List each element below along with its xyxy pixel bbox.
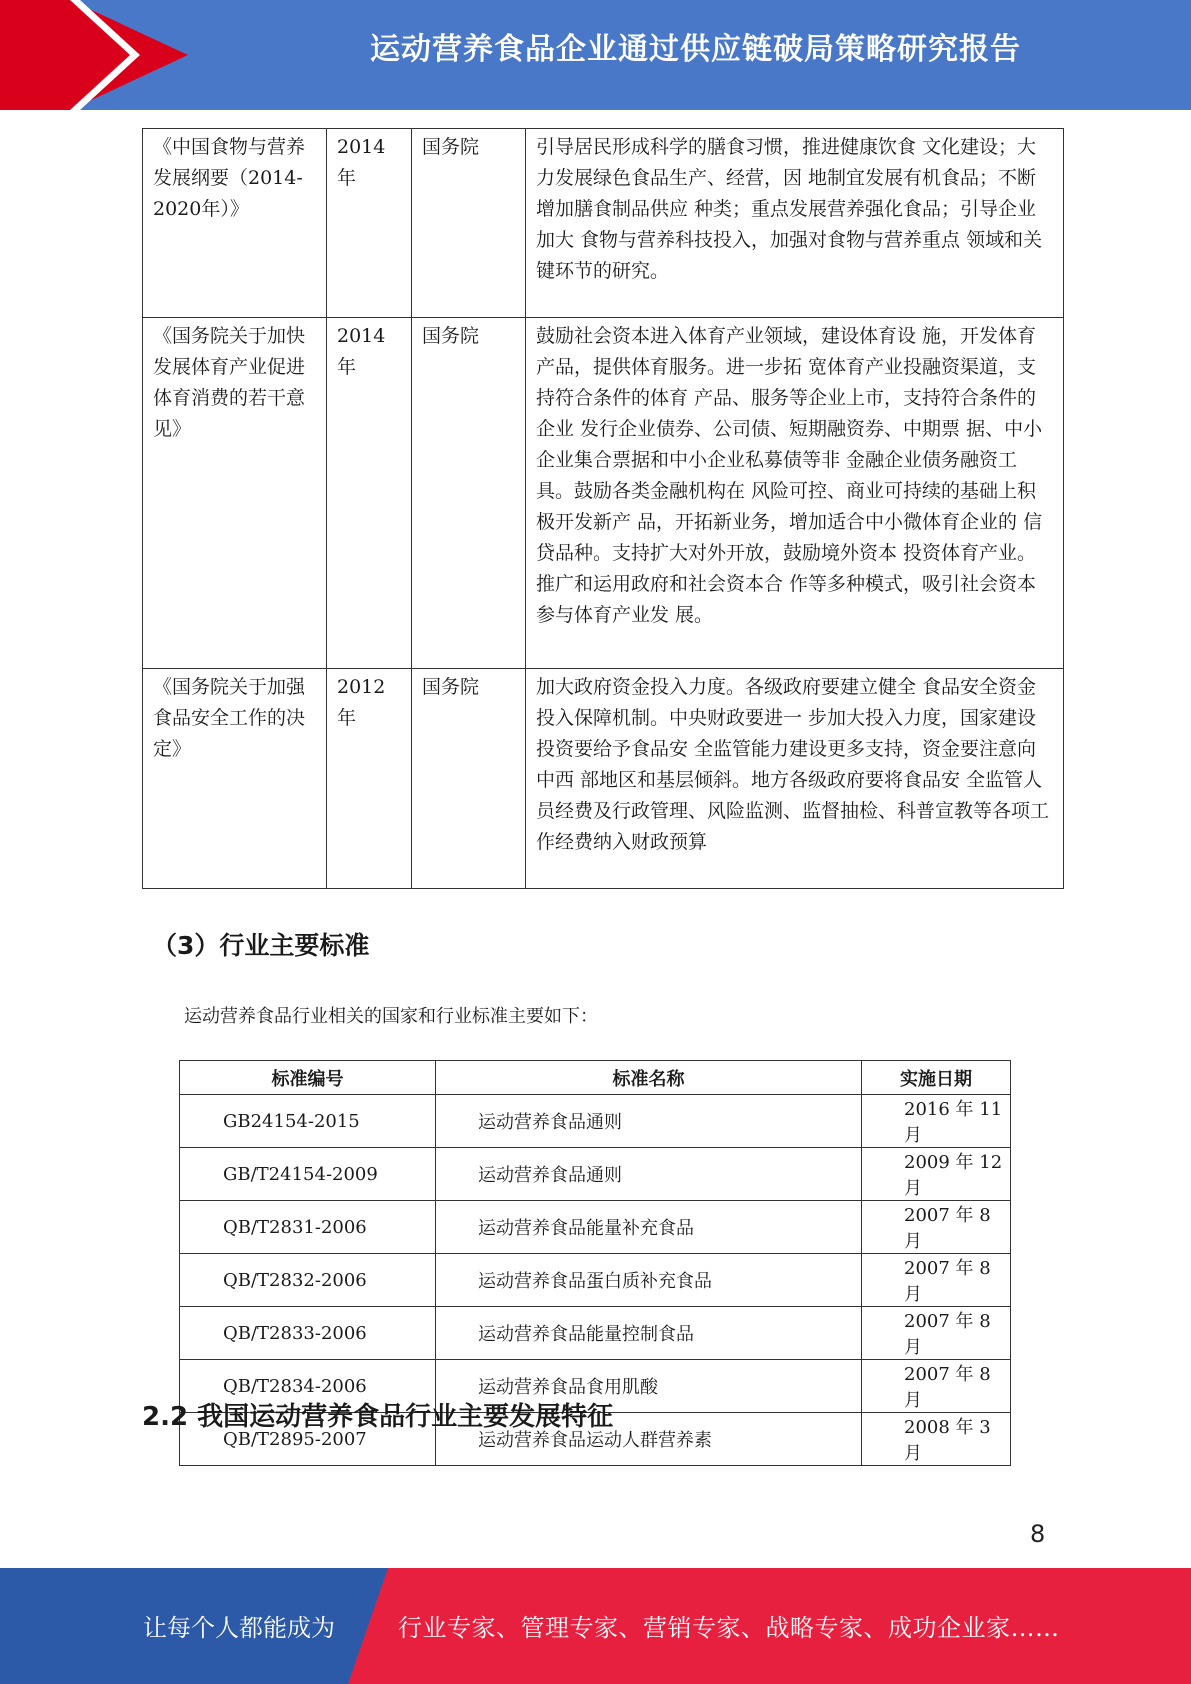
standard-date: 2007 年 8 月: [862, 1360, 1011, 1413]
footer-slogan-left: 让每个人都能成为: [143, 1614, 335, 1642]
standard-name: 运动营养食品能量控制食品: [436, 1307, 862, 1360]
table-row: [180, 1148, 1011, 1201]
standard-date: 2007 年 8 月: [862, 1307, 1011, 1360]
standard-code: QB/T2895-2007: [180, 1413, 436, 1466]
policy-issuer: 国务院: [412, 318, 526, 669]
standard-date: 2007 年 8 月: [862, 1201, 1011, 1254]
report-title: 运动营养食品企业通过供应链破局策略研究报告: [370, 32, 1021, 67]
standard-code: QB/T2834-2006: [180, 1360, 436, 1413]
policy-year: 2012年: [327, 669, 412, 889]
standard-date: 2008 年 3 月: [862, 1413, 1011, 1466]
column-header-name: 标准名称: [436, 1061, 862, 1095]
standard-name: 运动营养食品通则: [436, 1095, 862, 1148]
standard-name: 运动营养食品通则: [436, 1148, 862, 1201]
standard-name: 运动营养食品蛋白质补充食品: [436, 1254, 862, 1307]
footer-blue-slant: [348, 1568, 388, 1684]
page-footer: [0, 1568, 1191, 1684]
policy-table: [142, 128, 1064, 889]
policy-content: 鼓励社会资本进入体育产业领域，建设体育设 施，开发体育产品，提供体育服务。进一步拓 宽体育产业投融资渠道，支持符合条件的体育 产品、服务等企业上市，支持符合条件的企业 发行企业债券、公司债、短期融资券、中期票 据、中小企业集合票据和中小企业私募债等非 金融企业债务融资工具。鼓励各类金融机构在 风险可控、商业可持续的基础上积极开发新产 品，开拓新业务，增加适合中小微体育企业的 信贷品种。支持扩大对外开放，鼓励境外资本 投资体育产业。推广和运用政府和社会资本合 作等多种模式，吸引社会资本参与体育产业发 展。: [526, 318, 1064, 669]
table-row: [180, 1254, 1011, 1307]
table-row: [143, 129, 1064, 318]
standard-name: 运动营养食品食用肌酸: [436, 1360, 862, 1413]
policy-issuer: 国务院: [412, 129, 526, 318]
header-chevron-icon: [62, 0, 152, 110]
policy-content: 引导居民形成科学的膳食习惯，推进健康饮食 文化建设；大力发展绿色食品生产、经营，因 地制宜发展有机食品；不断增加膳食制品供应 种类；重点发展营养强化食品；引导企业加大 食物与营养科技投入，加强对食物与营养重点 领域和关键环节的研究。: [526, 129, 1064, 318]
standard-code: QB/T2833-2006: [180, 1307, 436, 1360]
policy-name: 《国务院关于加强食品安全工作的决定》: [143, 669, 327, 889]
table-row: [143, 318, 1064, 669]
standard-code: QB/T2831-2006: [180, 1201, 436, 1254]
standard-date: 2016 年 11 月: [862, 1095, 1011, 1148]
table-header-row: [180, 1061, 1011, 1095]
table-row: [180, 1095, 1011, 1148]
section-heading-standards: （3）行业主要标准: [152, 931, 370, 960]
page-number: 8: [1030, 1520, 1046, 1548]
page-header: [0, 0, 1191, 110]
column-header-code: 标准编号: [180, 1061, 436, 1095]
standard-code: GB24154-2015: [180, 1095, 436, 1148]
header-red-block: [0, 0, 70, 110]
table-row: [143, 669, 1064, 889]
standard-code: QB/T2832-2006: [180, 1254, 436, 1307]
standard-date: 2007 年 8 月: [862, 1254, 1011, 1307]
standard-date: 2009 年 12 月: [862, 1148, 1011, 1201]
standards-intro: 运动营养食品行业相关的国家和行业标准主要如下：: [184, 1006, 598, 1027]
standard-name: 运动营养食品能量补充食品: [436, 1201, 862, 1254]
table-row: [180, 1307, 1011, 1360]
section-heading-characteristics: 2.2 我国运动营养食品行业主要发展特征: [142, 1402, 614, 1432]
footer-slogan-right: 行业专家、管理专家、营销专家、战略专家、成功企业家……: [398, 1614, 1060, 1642]
policy-issuer: 国务院: [412, 669, 526, 889]
policy-name: 《中国食物与营养发展纲要（2014-2020年）》: [143, 129, 327, 318]
table-row: [180, 1201, 1011, 1254]
policy-year: 2014年: [327, 129, 412, 318]
policy-year: 2014年: [327, 318, 412, 669]
policy-name: 《国务院关于加快发展体育产业促进体育消费的若干意见》: [143, 318, 327, 669]
policy-content: 加大政府资金投入力度。各级政府要建立健全 食品安全资金投入保障机制。中央财政要进一 步加大投入力度，国家建设投资要给予食品安 全监管能力建设更多支持，资金要注意向中西 部地区和基层倾斜。地方各级政府要将食品安 全监管人员经费及行政管理、风险监测、监督抽检、科普宣教等各项工作经费纳入财政预算: [526, 669, 1064, 889]
standard-code: GB/T24154-2009: [180, 1148, 436, 1201]
standard-name: 运动营养食品运动人群营养素: [436, 1413, 862, 1466]
column-header-date: 实施日期: [862, 1061, 1011, 1095]
